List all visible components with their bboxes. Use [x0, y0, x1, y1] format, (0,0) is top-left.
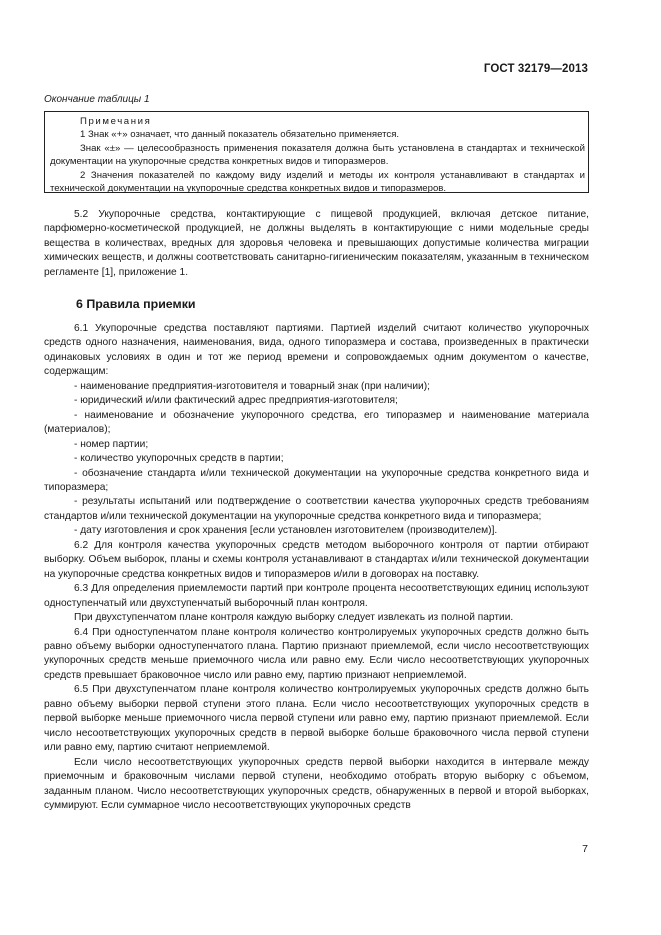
list-item: - результаты испытаний или подтверждение о соответствии качества укупорочных средств требованиям стандартов и/или технической документации на укупорочные средства конкретного вида и типоразмера; [44, 496, 589, 522]
clause-6-1: 6.1 Укупорочные средства поставляют партиями. Партией изделий считают количество укупорочных средств одного назначения, наименования, вида, одного типоразмера и состава, произведенных в практически одинаковых условиях в один и тот же период времени и сопровождаемых одним документом о качестве, содержащим: [44, 323, 589, 378]
table-notes [44, 111, 589, 193]
table-caption: Окончание таблицы 1 [44, 94, 150, 105]
list-item: - дату изготовления и срок хранения [если установлен изготовителем (производителем)]. [74, 525, 498, 537]
clause-5-2 [44, 208, 589, 280]
clause-6-3-two-stage: При двухступенчатом плане контроля каждую выборку следует извлекать из полной партии. [74, 612, 514, 624]
note-2: 2 Значения показателей по каждому виду изделий и методы их контроля устанавливают в стандартах и технической документации на укупорочные средства конкретных видов и типоразмеров. [50, 169, 585, 195]
list-item: - обозначение стандарта и/или технической документации на укупорочные средства конкретного вида и типоразмера; [44, 467, 589, 493]
section-6-body [44, 322, 589, 813]
list-item: - наименование и обозначение укупорочного средства, его типоразмер и наименование материала (материалов); [44, 409, 589, 436]
standard-header: ГОСТ 32179—2013 [483, 63, 588, 75]
clause-5-2-text: 5.2 Укупорочные средства, контактирующие с пищевой продукцией, включая детское питание, парфюмерно-косметической продукцией, не должны выделять в контактирующие с ними модельные среды вещества в количествах, вредных для здоровья человека и превышающих допустимые количества миграции химических веществ, и должны соответствовать санитарно-гигиеническим показателям, указанным в техническом регламенте [1], приложение 1. [44, 209, 589, 278]
section-title: 6 Правила приемки [76, 297, 196, 311]
clause-6-5: 6.5 При двухступенчатом плане контроля количество контролируемых укупорочных средств должно быть равно объему выборки первой ступени этого плана. Если число несоответствующих укупорочных средств в первой выборке меньше приемочного числа первой ступени или равно ему, партию признают приемлемой. Если число несоответствующих укупорочных средств в первой выборке больше браковочного числа первой ступени или равно ему, партию считают неприемлемой. [44, 684, 589, 754]
list-item: - наименование предприятия-изготовителя и товарный знак (при наличии); [74, 380, 430, 392]
clause-6-5-continued: Если число несоответствующих укупорочных средств первой выборки находится в интервале между приемочным и браковочным числами первой ступени, необходимо отобрать вторую выборку с объемом, заданным планом. Число несоответствующих укупорочных средств, обнаруженных в первой и второй выборках, суммируют. Если суммарное число несоответствующих укупорочных средств [44, 756, 589, 811]
page-number: 7 [582, 843, 588, 855]
list-item: - номер партии; [74, 438, 149, 450]
list-item: - количество укупорочных средств в партии; [74, 453, 284, 465]
note-1-sign: Знак «±» — целесообразность применения показателя должна быть установлена в стандартах и технической документации на укупорочные средства конкретных видов и типоразмеров. [50, 142, 585, 168]
clause-6-2: 6.2 Для контроля качества укупорочных средств методом выборочного контроля от партии отбирают выборку. Объем выборок, планы и схемы контроля устанавливают в стандартах и/или технической документации на укупорочные средства конкретных видов и типоразмеров и/или в договорах на поставку. [44, 539, 589, 580]
clause-6-4: 6.4 При одноступенчатом плане контроля количество контролируемых укупорочных средств должно быть равно объему выборки одноступенчатого плана. Партию признают приемлемой, если число несоответствующих укупорочных средств меньше приемочного числа или равно ему. Если число несоответствующих укупорочных средств превышает браковочное число или равно ему, партию признают неприемлемой. [44, 626, 589, 681]
clause-6-3: 6.3 Для определения приемлемости партий при контроле процента несоответствующих единиц используют одноступенчатый или двухступенчатый выборочный план контроля. [44, 583, 589, 609]
list-item: - юридический и/или фактический адрес предприятия-изготовителя; [74, 395, 398, 407]
note-1: 1 Знак «+» означает, что данный показатель обязательно применяется. [80, 129, 400, 141]
notes-heading: Примечания [80, 116, 152, 127]
